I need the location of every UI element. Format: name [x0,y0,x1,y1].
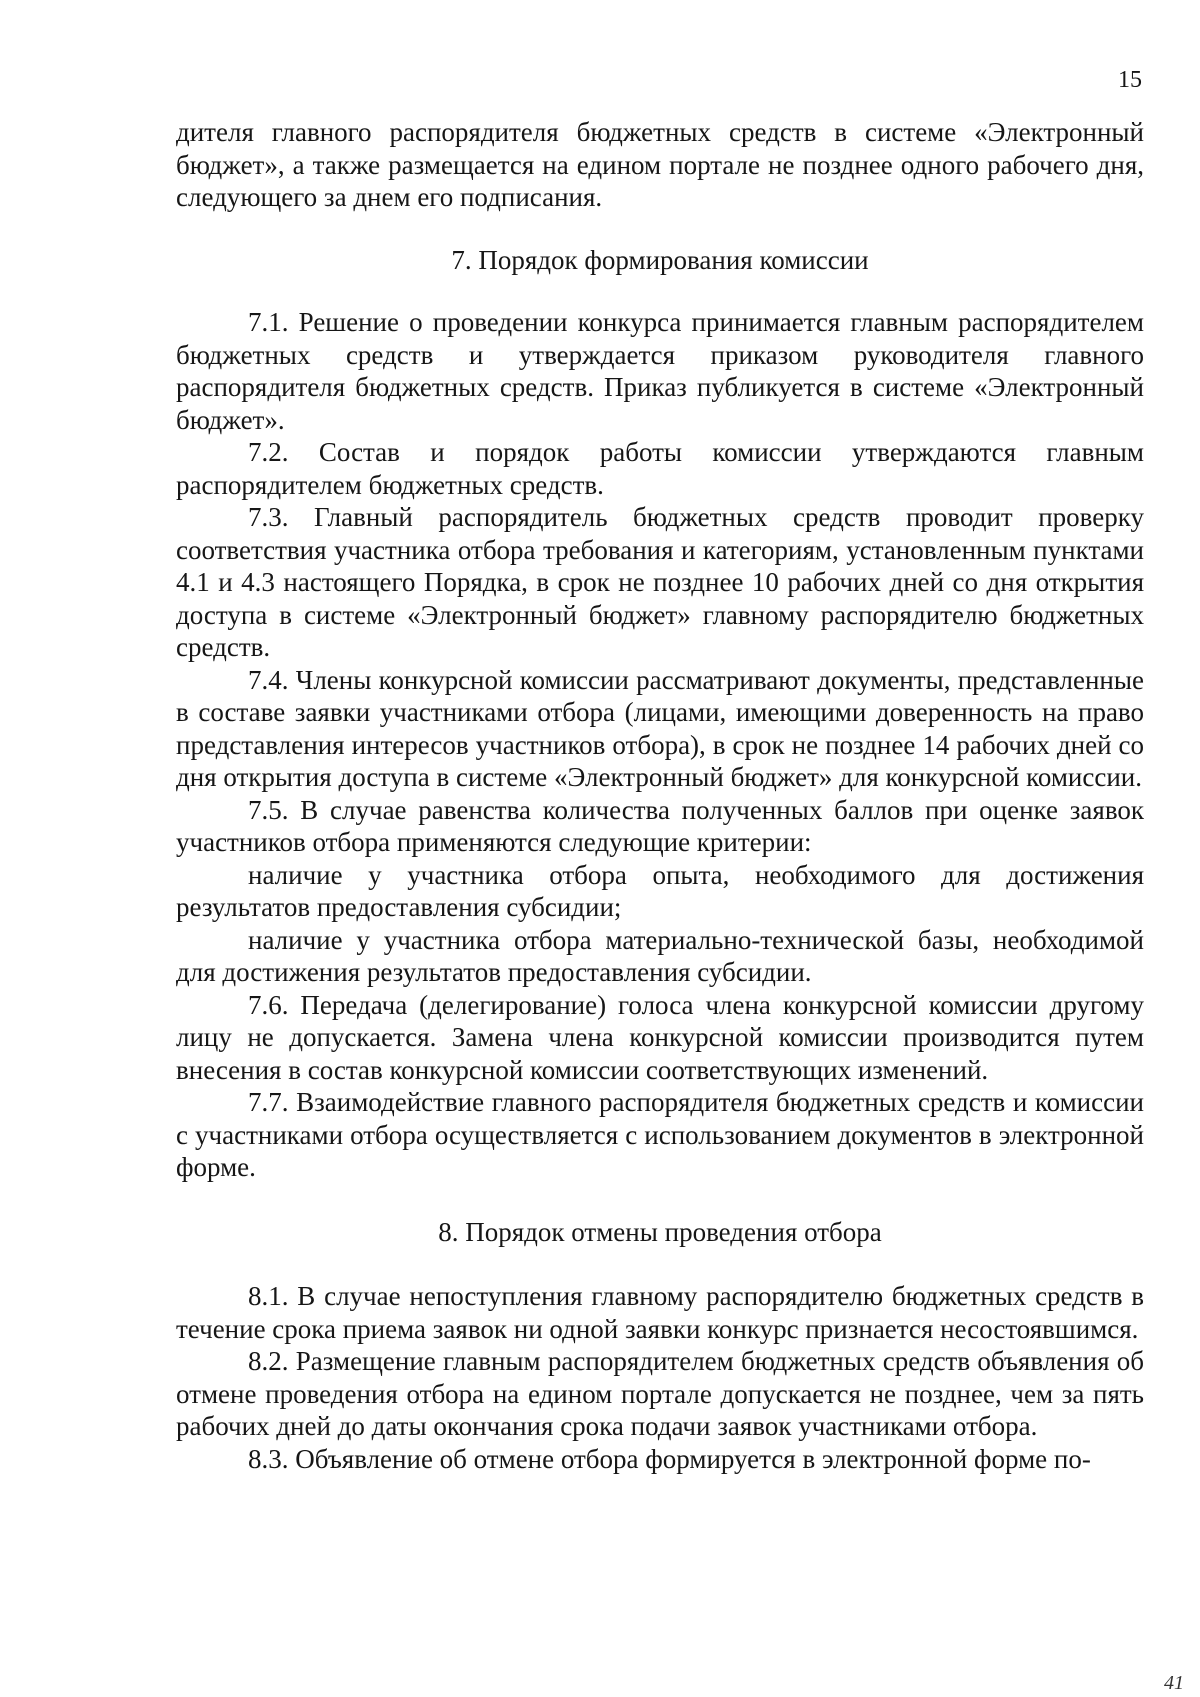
paragraph-7-7: 7.7. Взаимодействие главного распорядителя бюджетных средств и комиссии с участниками отбора осуществляется с использованием документов в электронной форме. [176,1087,1144,1182]
paragraph-8-2: 8.2. Размещение главным распорядителем бюджетных средств объявления об отмене проведения отбора на едином портале допускается не позднее, чем за пять рабочих дней до даты окончания срока подачи заявок участниками отбора. [176,1346,1144,1441]
criterion-material-base: наличие у участника отбора материально-технической базы, необходимой для достижения результатов предоставления субсидии. [176,924,1144,987]
paragraph-7-2: 7.2. Состав и порядок работы комиссии утверждаются главным распорядителем бюджетных средств. [176,437,1144,500]
intro-paragraph: дителя главного распорядителя бюджетных средств в системе «Электронный бюджет», а также размещается на едином портале не позднее одного рабочего дня, следующего за днем его подписания. [176,117,1144,212]
section-7-heading: 7. Порядок формирования комиссии [451,244,869,275]
handwritten-page-mark: 41 [1164,1672,1184,1694]
paragraph-8-3: 8.3. Объявление об отмене отбора формируется в электронной форме по- [248,1443,1091,1474]
section-8-heading: 8. Порядок отмены проведения отбора [438,1216,882,1247]
criterion-experience: наличие у участника отбора опыта, необходимого для достижения результатов предоставления субсидии; [176,859,1144,922]
paragraph-7-5: 7.5. В случае равенства количества полученных баллов при оценке заявок участников отбора применяются следующие критерии: [176,794,1144,857]
paragraph-8-1: 8.1. В случае непоступления главному распорядителю бюджетных средств в течение срока приема заявок ни одной заявки конкурс признается несостоявшимся. [176,1281,1144,1344]
document-body [176,116,1144,1475]
paragraph-7-1: 7.1. Решение о проведении конкурса принимается главным распорядителем бюджетных средств и утверждается приказом руководителя главного распорядителя бюджетных средств. Приказ публикуется в системе «Электронный бюджет». [176,307,1144,435]
paragraph-7-3: 7.3. Главный распорядитель бюджетных средств проводит проверку соответствия участника отбора требования и категориям, установленным пунктами 4.1 и 4.3 настоящего Порядка, в срок не позднее 10 рабочих дней со дня открытия доступа в системе «Электронный бюджет» главному распорядителю бюджетных средств. [176,502,1144,662]
page-number: 15 [1118,67,1142,93]
paragraph-7-6: 7.6. Передача (делегирование) голоса члена конкурсной комиссии другому лицу не допускается. Замена члена конкурсной комиссии производится путем внесения в состав конкурсной комиссии соответствующих изменений. [176,989,1144,1085]
paragraph-7-4: 7.4. Члены конкурсной комиссии рассматривают документы, представленные в составе заявки участниками отбора (лицами, имеющими доверенность на право представления интересов участников отбора), в срок не позднее 14 рабочих дней со дня открытия доступа в системе «Электронный бюджет» для конкурсной комиссии. [176,664,1144,792]
